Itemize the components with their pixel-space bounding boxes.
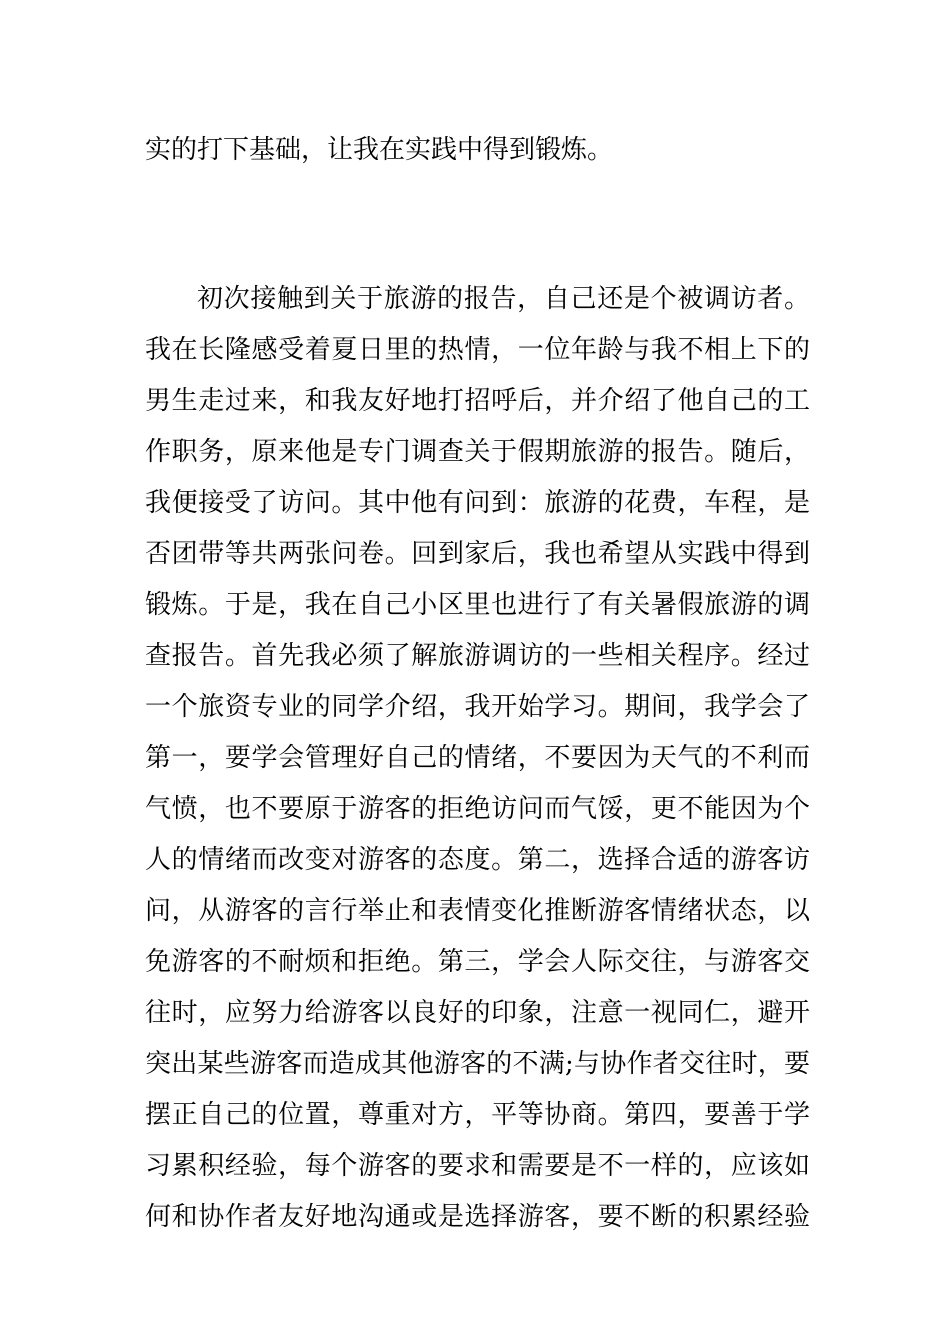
paragraph-line: 否团带等共两张问卷。回到家后，我也希望从实践中得到: [145, 539, 810, 569]
paragraph-line: 突出某些游客而造成其他游客的不满;与协作者交往时，要: [145, 1049, 810, 1079]
paragraph-line: 免游客的不耐烦和拒绝。第三，学会人际交往，与游客交: [145, 947, 810, 977]
paragraph-line: 往时，应努力给游客以良好的印象，注意一视同仁，避开: [145, 998, 810, 1028]
paragraph-line: 人的情绪而改变对游客的态度。第二，选择合适的游客访: [145, 845, 810, 875]
paragraph-line: 我在长隆感受着夏日里的热情，一位年龄与我不相上下的: [145, 335, 810, 365]
paragraph-line: 初次接触到关于旅游的报告，自己还是个被调访者。: [197, 284, 810, 314]
paragraph-line: 摆正自己的位置，尊重对方，平等协商。第四，要善于学: [145, 1100, 810, 1130]
paragraph-line: 作职务，原来他是专门调查关于假期旅游的报告。随后，: [145, 437, 810, 467]
paragraph-line: 何和协作者友好地沟通或是选择游客，要不断的积累经验: [145, 1202, 810, 1232]
continuation-line: 实的打下基础，让我在实践中得到锻炼。: [145, 135, 614, 165]
paragraph-line: 第一，要学会管理好自己的情绪，不要因为天气的不利而: [145, 743, 810, 773]
paragraph-line: 查报告。首先我必须了解旅游调访的一些相关程序。经过: [145, 641, 810, 671]
paragraph-line: 气愤，也不要原于游客的拒绝访问而气馁，更不能因为个: [145, 794, 810, 824]
paragraph-line: 我便接受了访问。其中他有问到：旅游的花费，车程，是: [145, 488, 810, 518]
paragraph-line: 一个旅资专业的同学介绍，我开始学习。期间，我学会了: [145, 692, 810, 722]
paragraph-line: 问，从游客的言行举止和表情变化推断游客情绪状态，以: [145, 896, 810, 926]
paragraph-line: 男生走过来，和我友好地打招呼后，并介绍了他自己的工: [145, 386, 810, 416]
paragraph-line: 锻炼。于是，我在自己小区里也进行了有关暑假旅游的调: [145, 590, 810, 620]
paragraph-line: 习累积经验，每个游客的要求和需要是不一样的，应该如: [145, 1151, 810, 1181]
